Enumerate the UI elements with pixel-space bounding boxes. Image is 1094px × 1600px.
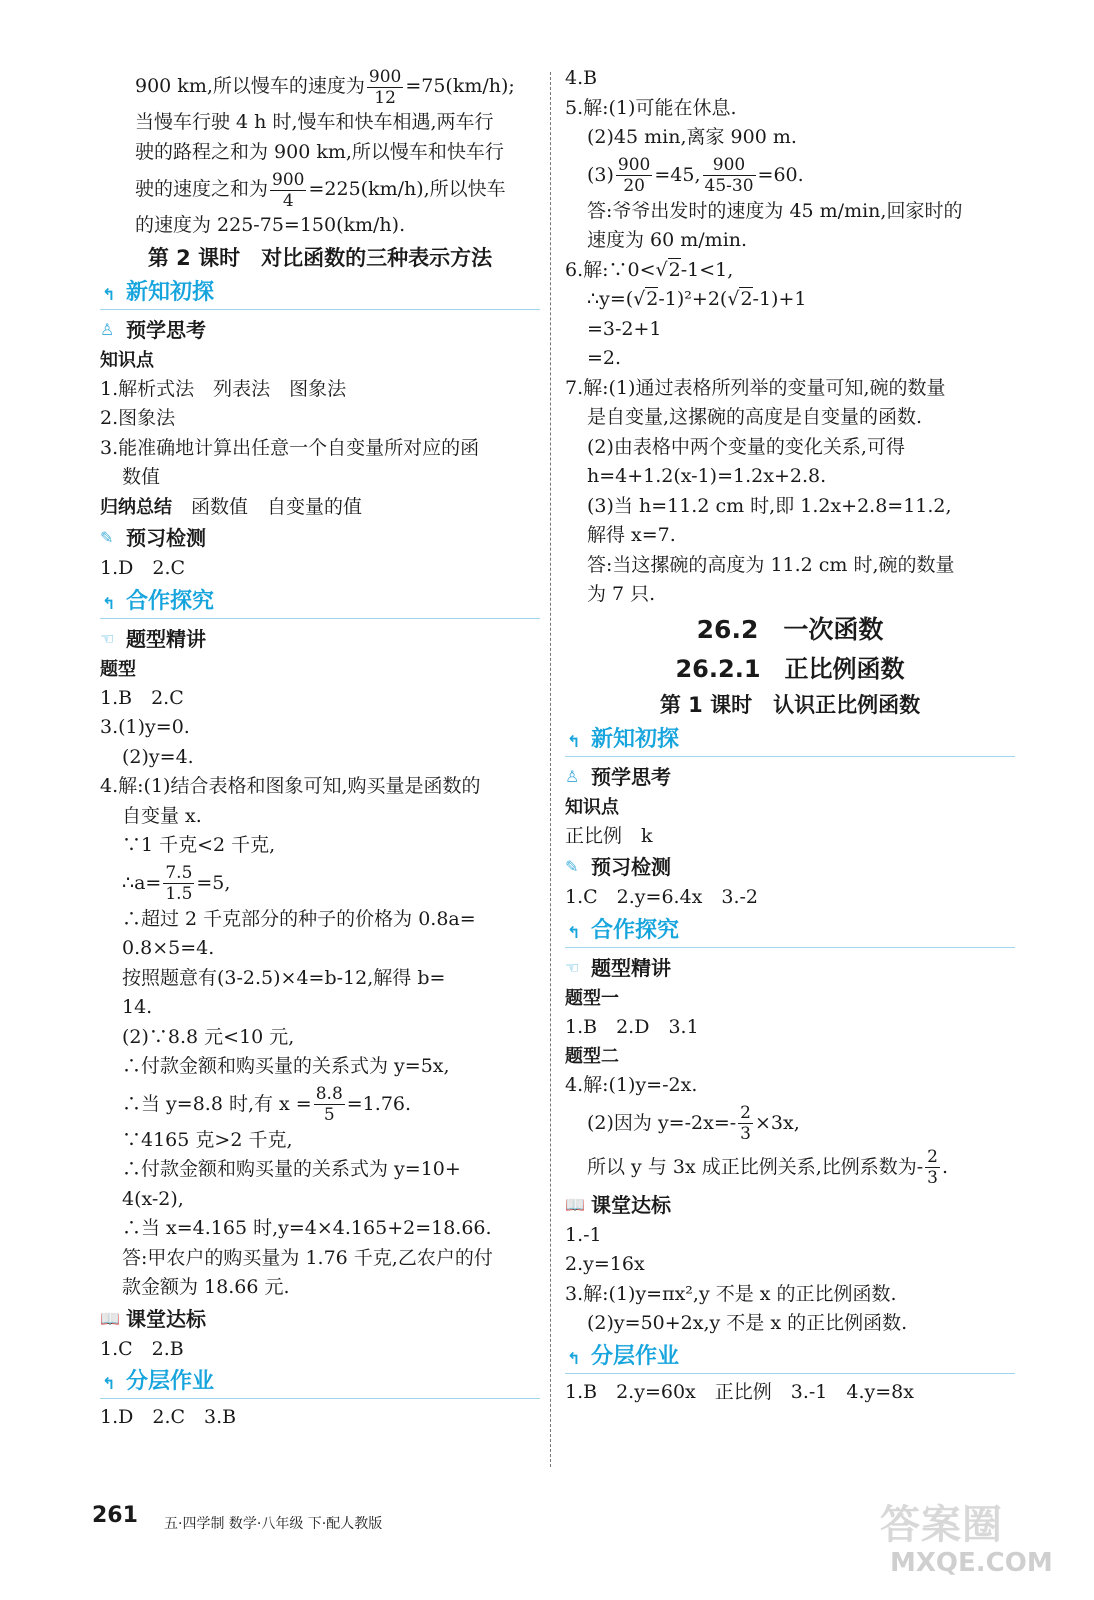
- text-line: 4.解:(1)结合表格和图象可知,购买量是函数的: [100, 775, 481, 797]
- text-line: ∴a= $\frac{7.5}{1.5}$ =5,: [122, 863, 231, 904]
- fraction: $\frac{2}{3}$: [927, 1147, 938, 1188]
- text-line: 1.B 2.D 3.1: [565, 1015, 699, 1038]
- text-line: 1.C 2.y=6.4x 3.-2: [565, 886, 759, 908]
- text-line: (2)45 min,离家 900 m.: [587, 126, 797, 148]
- section-header: ↰ 新知初探: [100, 277, 540, 310]
- pencil-icon: ✎: [565, 857, 579, 876]
- text-line: 3.能准确地计算出任意一个自变量所对应的函: [100, 436, 480, 459]
- section-header: ↰ 合作探究: [565, 915, 1015, 948]
- section-title: 26.2 一次函数: [696, 614, 884, 644]
- hand-icon: ☜: [565, 957, 580, 977]
- fraction: $\frac{8.8}{5}$: [315, 1084, 343, 1125]
- section-header: ↰ 新知初探: [565, 724, 1015, 757]
- text-line: 数值: [122, 466, 161, 488]
- section-header: ↰ 分层作业: [565, 1341, 1015, 1374]
- hook-arrow-icon: ↰: [102, 593, 116, 613]
- fraction: $\frac{7.5}{1.5}$: [165, 863, 193, 904]
- text-line: 1.C 2.B: [100, 1337, 184, 1360]
- book-icon: 📖: [100, 1308, 120, 1328]
- subsection-header: ✎ 预习检测: [565, 851, 1015, 883]
- hook-arrow-icon: ↰: [102, 284, 116, 304]
- lesson-title: 第 1 课时 认识正比例函数: [659, 692, 921, 717]
- text-line: =3-2+1: [587, 317, 662, 340]
- text-line: 1.-1: [565, 1223, 602, 1246]
- text-line: 按照题意有(3-2.5)×4=b-12,解得 b=: [122, 966, 446, 989]
- text-line: 答:爷爷出发时的速度为 45 m/min,回家时的: [587, 199, 963, 222]
- text-line: 驶的路程之和为 900 km,所以慢车和快车行: [135, 140, 504, 163]
- text-line: 所以 y 与 3x 成正比例关系,比例系数为- $\frac{2}{3}$ .: [587, 1147, 949, 1188]
- text-line: (3)当 h=11.2 cm 时,即 1.2x+2.8=11.2,: [587, 494, 952, 517]
- pencil-icon: ✎: [100, 528, 114, 547]
- text-line: (3) $\frac{900}{20}$ =45, $\frac{900}{45-30}$ =60.: [587, 155, 804, 196]
- text-line: 4.B: [565, 67, 598, 89]
- text-line: 答:当这摞碗的高度为 11.2 cm 时,碗的数量: [587, 553, 955, 576]
- left-column: [100, 64, 540, 1433]
- text-line: 1.B 2.y=60x 正比例 3.-1 4.y=8x: [565, 1380, 914, 1403]
- text-line: 自变量 x.: [122, 804, 202, 827]
- hook-arrow-icon: ↰: [567, 922, 581, 942]
- text-line: 为 7 只.: [587, 583, 656, 605]
- text-line: (2)因为 y=-2x=- $\frac{2}{3}$ ×3x,: [587, 1103, 800, 1144]
- text-line: 归纳总结 函数值 自变量的值: [100, 495, 363, 518]
- book-icon: 📖: [565, 1194, 585, 1214]
- text-line: 4.解:(1)y=-2x.: [565, 1074, 698, 1096]
- section-header: ↰ 分层作业: [100, 1366, 540, 1399]
- watermark-url: MXQE.COM: [890, 1548, 1053, 1578]
- subsection-header: 📖 课堂达标: [100, 1303, 540, 1335]
- text-line: 的速度为 225-75=150(km/h).: [135, 214, 406, 236]
- text-line: 1.解析式法 列表法 图象法: [100, 377, 347, 400]
- hand-icon: ☜: [100, 628, 115, 648]
- text-line: 2.图象法: [100, 407, 176, 429]
- text-line: 1.D 2.C: [100, 557, 186, 579]
- person-icon: ♙: [100, 319, 115, 339]
- text-line: 驶的速度之和为 $\frac{900}{4}$ =225(km/h),所以快车: [135, 169, 506, 211]
- text-line: 7.解:(1)通过表格所列举的变量可知,碗的数量: [565, 376, 946, 399]
- text-line: ∵4165 克>2 千克,: [122, 1128, 293, 1151]
- text-line: ∴y=(√2-1)²+2(√2-1)+1: [587, 288, 807, 310]
- text-line: 正比例 k: [565, 824, 653, 847]
- text-line: 解得 x=7.: [587, 524, 676, 546]
- label: 题型: [100, 658, 136, 680]
- label: 知识点: [565, 796, 619, 818]
- text-line: (2)由表格中两个变量的变化关系,可得: [587, 435, 905, 458]
- text-line: 14.: [122, 996, 153, 1018]
- right-column: [565, 64, 1015, 1407]
- fraction: $\frac{900}{45-30}$: [704, 155, 754, 196]
- text-line: ∴当 y=8.8 时,有 x = $\frac{8.8}{5}$ =1.76.: [122, 1084, 412, 1125]
- text-line: ∴超过 2 千克部分的种子的价格为 0.8a=: [122, 907, 476, 930]
- hook-arrow-icon: ↰: [102, 1374, 116, 1393]
- text-line: 是自变量,这摞碗的高度是自变量的函数.: [587, 406, 923, 428]
- text-line: 5.解:(1)可能在休息.: [565, 96, 737, 119]
- text-line: 4(x-2),: [122, 1187, 184, 1210]
- subsection-title: 26.2.1 正比例函数: [675, 654, 905, 683]
- text-line: ∴付款金额和购买量的关系式为 y=5x,: [122, 1055, 450, 1077]
- text-line: 3.解:(1)y=πx²,y 不是 x 的正比例函数.: [565, 1282, 897, 1305]
- text-line: 2.y=16x: [565, 1253, 645, 1275]
- text-line: 900 km,所以慢车的速度为 $\frac{900}{12}$ =75(km/h);: [135, 66, 515, 108]
- text-line: 答:甲农户的购买量为 1.76 千克,乙农户的付: [122, 1246, 493, 1269]
- text-line: (2)y=50+2x,y 不是 x 的正比例函数.: [587, 1312, 908, 1334]
- subsection-header: ✎ 预习检测: [100, 522, 540, 554]
- text-line: 6.解:∵0<√2-1<1,: [565, 258, 734, 281]
- text-line: ∵1 千克<2 千克,: [122, 834, 276, 856]
- label: 题型二: [565, 1046, 619, 1067]
- text-line: 款金额为 18.66 元.: [122, 1276, 290, 1298]
- fraction: $\frac{900}{12}$: [368, 66, 402, 108]
- text-line: =2.: [587, 347, 622, 369]
- column-divider: [550, 72, 551, 1467]
- hook-arrow-icon: ↰: [567, 1348, 581, 1368]
- label: 知识点: [100, 349, 154, 371]
- watermark-logo: 答案圈: [880, 1502, 1003, 1548]
- text-line: 0.8×5=4.: [122, 937, 215, 959]
- subsection-header: 📖 课堂达标: [565, 1189, 1015, 1221]
- subsection-header: ♙ 预学思考: [100, 314, 540, 346]
- subsection-header: ♙ 预学思考: [565, 761, 1015, 793]
- section-header: ↰ 合作探究: [100, 586, 540, 619]
- text-line: 1.D 2.C 3.B: [100, 1406, 237, 1428]
- footer-text: 五·四学制 数学·八年级 下·配人教版: [164, 1516, 383, 1532]
- text-line: (2)∵8.8 元<10 元,: [122, 1025, 295, 1048]
- text-line: h=4+1.2(x-1)=1.2x+2.8.: [587, 465, 827, 487]
- lesson-title: 第 2 课时 对比函数的三种表示方法: [147, 245, 493, 270]
- subsection-header: ☜ 题型精讲: [565, 952, 1015, 984]
- label: 题型一: [565, 987, 619, 1009]
- text-line: 速度为 60 m/min.: [587, 229, 748, 251]
- person-icon: ♙: [565, 766, 580, 786]
- text-line: 1.B 2.C: [100, 686, 184, 709]
- fraction: $\frac{900}{4}$: [272, 169, 305, 211]
- text-line: 3.(1)y=0.: [100, 716, 190, 738]
- text-line: ∴付款金额和购买量的关系式为 y=10+: [122, 1158, 461, 1180]
- hook-arrow-icon: ↰: [567, 731, 581, 751]
- text-line: ∴当 x=4.165 时,y=4×4.165+2=18.66.: [122, 1217, 492, 1239]
- text-line: 当慢车行驶 4 h 时,慢车和快车相遇,两车行: [135, 111, 494, 133]
- subsection-header: ☜ 题型精讲: [100, 623, 540, 655]
- page-number: 261: [92, 1503, 138, 1528]
- text-line: (2)y=4.: [122, 745, 194, 768]
- fraction: $\frac{900}{20}$: [617, 155, 651, 196]
- fraction: $\frac{2}{3}$: [740, 1103, 751, 1144]
